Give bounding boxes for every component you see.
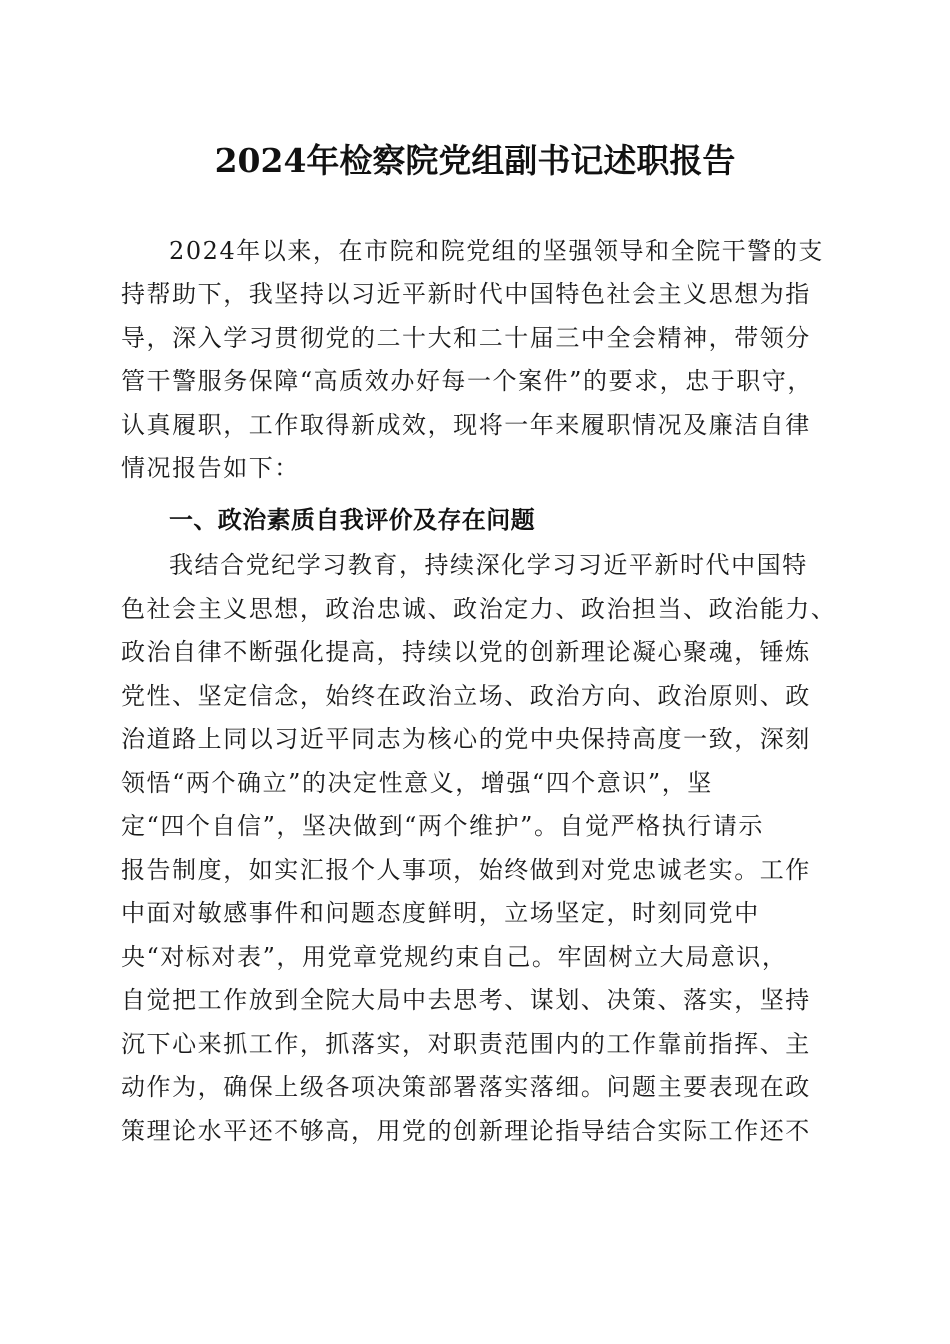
paragraph-line: 党性、坚定信念，始终在政治立场、政治方向、政治原则、政 <box>121 682 811 710</box>
paragraph-line: 我结合党纪学习教育，持续深化学习习近平新时代中国特 <box>169 551 808 579</box>
paragraph-line: 策理论水平还不够高，用党的创新理论指导结合实际工作还不 <box>121 1117 811 1145</box>
paragraph-line: 动作为，确保上级各项决策部署落实落细。问题主要表现在政 <box>121 1073 811 1101</box>
paragraph-line: 持帮助下，我坚持以习近平新时代中国特色社会主义思想为指 <box>121 280 811 308</box>
paragraph-line: 色社会主义思想，政治忠诚、政治定力、政治担当、政治能力、 <box>121 595 837 623</box>
paragraph-line: 自觉把工作放到全院大局中去思考、谋划、决策、落实，坚持 <box>121 986 811 1014</box>
paragraph-line: 导，深入学习贯彻党的二十大和二十届三中全会精神，带领分 <box>121 324 811 352</box>
paragraph-line: 情况报告如下： <box>121 454 300 482</box>
paragraph-line: 中面对敏感事件和问题态度鲜明，立场坚定，时刻同党中 <box>121 899 760 927</box>
section-heading: 一、政治素质自我评价及存在问题 <box>169 506 535 534</box>
paragraph-line: 央“对标对表”，用党章党规约束自己。牢固树立大局意识， <box>121 943 788 971</box>
paragraph-line: 治道路上同以习近平同志为核心的党中央保持高度一致，深刻 <box>121 725 811 753</box>
paragraph-line: 沉下心来抓工作，抓落实，对职责范围内的工作靠前指挥、主 <box>121 1030 811 1058</box>
paragraph-line: 政治自律不断强化提高，持续以党的创新理论凝心聚魂，锤炼 <box>121 638 811 666</box>
paragraph-line: 认真履职，工作取得新成效，现将一年来履职情况及廉洁自律 <box>121 411 811 439</box>
document-title: 2024年检察院党组副书记述职报告 <box>214 141 736 180</box>
paragraph-line: 2024年以来，在市院和院党组的坚强领导和全院干警的支 <box>169 237 824 265</box>
paragraph-line: 管干警服务保障“高质效办好每一个案件”的要求，忠于职守， <box>121 367 813 395</box>
paragraph-line: 领悟“两个确立”的决定性意义，增强“四个意识”，坚 <box>121 769 713 797</box>
paragraph-line: 定“四个自信”，坚决做到“两个维护”。自觉严格执行请示 <box>121 812 764 840</box>
paragraph-line: 报告制度，如实汇报个人事项，始终做到对党忠诚老实。工作 <box>121 856 811 884</box>
